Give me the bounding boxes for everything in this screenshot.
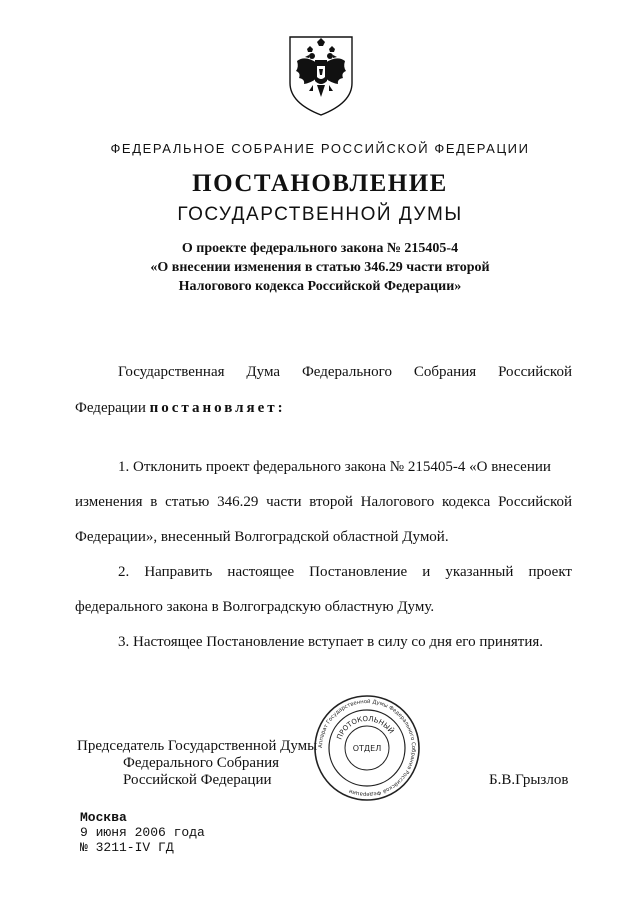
official-stamp xyxy=(312,693,422,803)
subject-line-1: О проекте федерального закона № 215405-4 xyxy=(181,241,459,256)
preamble-text: Федерации xyxy=(75,400,150,416)
signatory-name: Б.В.Грызлов xyxy=(489,772,569,788)
document-type-title: ПОСТАНОВЛЕНИЕ xyxy=(192,170,448,197)
stamp-outer-text: Аппарат Государственной Думы Федерального Собрания Российской Федерации xyxy=(317,698,417,798)
footer-date: 9 июня 2006 года xyxy=(80,825,205,840)
item-1-line-1: 1. Отклонить проект федерального закона № 215405-4 «О внесении xyxy=(118,459,551,475)
signatory-title-line-1: Председатель Государственной Думы xyxy=(77,738,318,754)
subject-line-2: «О внесении изменения в статью 346.29 части второй xyxy=(150,260,490,275)
preamble-line-2 xyxy=(75,399,572,418)
stamp-inner-text: ПРОТОКОЛЬНЫЙ xyxy=(335,714,396,741)
item-2-line-1: 2. Направить настоящее Постановление и указанный проект xyxy=(118,564,572,580)
footer-number: № 3211-IV ГД xyxy=(80,840,174,855)
item-3: 3. Настоящее Постановление вступает в силу со дня его принятия. xyxy=(118,634,544,650)
item-2-line-2: федерального закона в Волгоградскую областную Думу. xyxy=(75,599,435,615)
double-headed-eagle-icon xyxy=(290,37,352,115)
assembly-title: ФЕДЕРАЛЬНОЕ СОБРАНИЕ РОССИЙСКОЙ ФЕДЕРАЦИИ xyxy=(110,141,530,156)
footer-city: Москва xyxy=(80,810,127,825)
signatory-title-line-3: Российской Федерации xyxy=(123,772,272,788)
stamp-center-text: ОТДЕЛ xyxy=(352,744,382,753)
item-1-line-2: изменения в статью 346.29 части второй Налогового кодекса Российской xyxy=(75,494,572,510)
document-organization: ГОСУДАРСТВЕННОЙ ДУМЫ xyxy=(177,204,463,225)
signatory-title-line-2: Федерального Собрания xyxy=(123,755,280,771)
item-1-line-3: Федерации», внесенный Волгоградской областной Думой. xyxy=(75,529,449,545)
subject-line-3: Налогового кодекса Российской Федерации» xyxy=(178,279,462,294)
preamble-line-1: Государственная Дума Федерального Собрания Российской xyxy=(118,364,572,380)
coat-of-arms-emblem xyxy=(287,33,355,117)
resolves-word: постановляет: xyxy=(149,400,286,416)
